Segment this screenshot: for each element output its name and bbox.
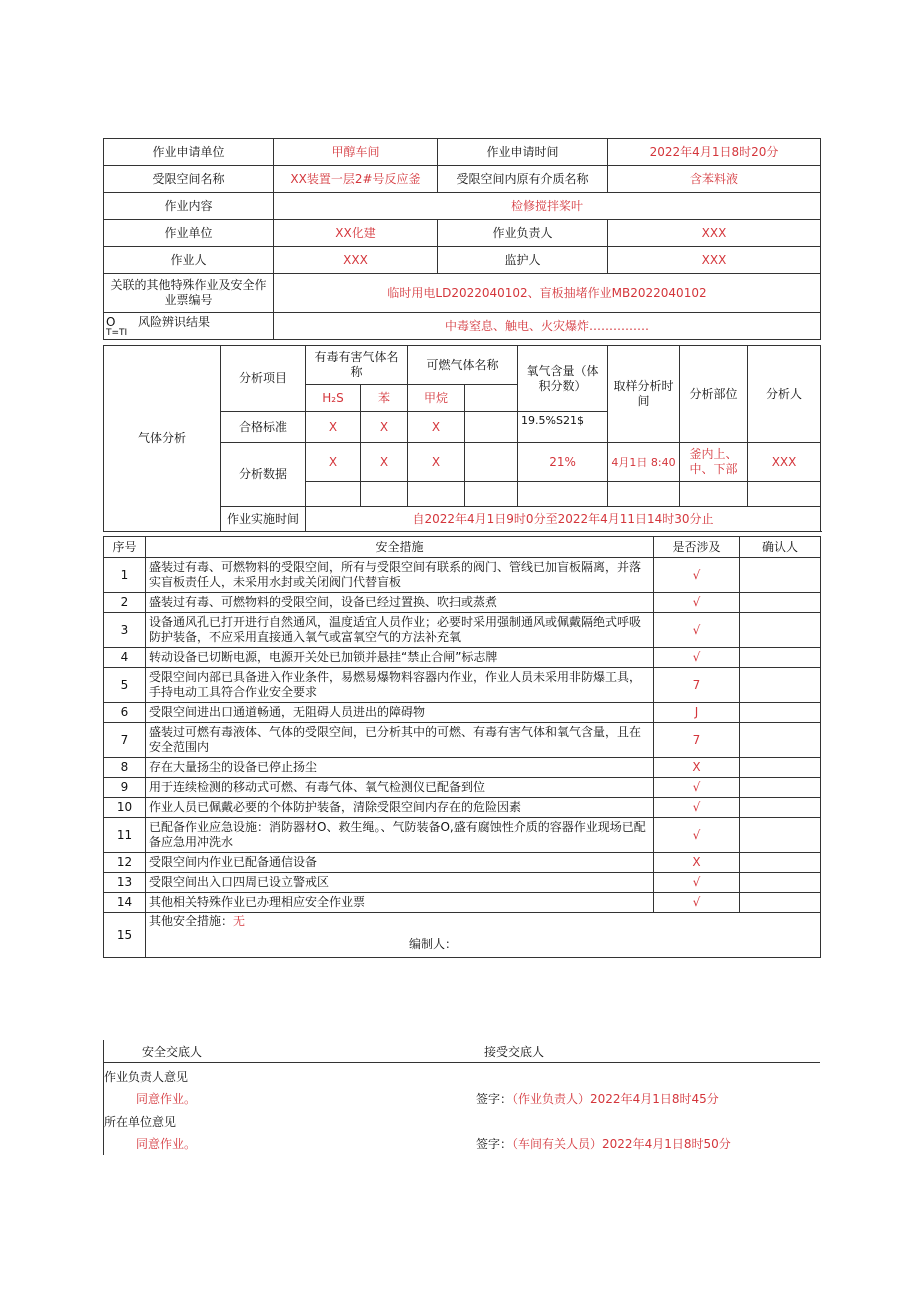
- handover-section: [103, 1040, 821, 1155]
- measure-row: [104, 668, 821, 703]
- analyst-label: 分析人: [748, 346, 821, 443]
- data-blank-4: [465, 482, 518, 507]
- measure-text: 受限空间出入口四周已设立警戒区: [146, 873, 654, 893]
- measure-confirm: [740, 798, 821, 818]
- content-value: 检修搅拌桨叶: [274, 193, 821, 220]
- gas-table: [103, 345, 821, 532]
- apply-unit-label: 作业申请单位: [104, 139, 274, 166]
- measure-confirm: [740, 873, 821, 893]
- data-blank-8: [748, 482, 821, 507]
- measure-no: 3: [104, 613, 146, 648]
- measure-confirm: [740, 893, 821, 913]
- apply-time-value: 2022年4月1日8时20分: [608, 139, 821, 166]
- data-empty: [465, 443, 518, 482]
- measure-row: [104, 758, 821, 778]
- measure-row: [104, 873, 821, 893]
- measure-involved: 7: [654, 668, 740, 703]
- leader-signer: （作业负责人）: [512, 1092, 591, 1106]
- unit-opinion-title: 所在单位意见: [104, 1115, 177, 1129]
- leader-sign-label: 签字：: [476, 1092, 513, 1106]
- measure-involved: √: [654, 558, 740, 593]
- measure-text: 作业人员已佩戴必要的个体防护装备，清除受限空间内存在的危险因素: [146, 798, 654, 818]
- col-no: 序号: [104, 537, 146, 558]
- standard-empty: [465, 412, 518, 443]
- measure-involved: √: [654, 893, 740, 913]
- measure-no: 11: [104, 818, 146, 853]
- medium-value: 含苯料液: [608, 166, 821, 193]
- data-benzene: X: [361, 443, 408, 482]
- measure-no: 2: [104, 593, 146, 613]
- guardian-label: 监护人: [438, 247, 608, 274]
- measure-no: 8: [104, 758, 146, 778]
- gas-name-h2s: H₂S: [306, 385, 361, 412]
- risk-value: 中毒窒息、触电、火灾爆炸……………: [274, 313, 821, 340]
- gas-name-methane: 甲烷: [408, 385, 465, 412]
- gas-name-empty: [465, 385, 518, 412]
- measures-table: [103, 536, 821, 958]
- measure-text: 受限空间内部已具备进入作业条件，易燃易爆物料容器内作业，作业人员未采用非防爆工具，手持电动工具符合作业安全要求: [146, 668, 654, 703]
- measure-confirm: [740, 558, 821, 593]
- measure-no: 12: [104, 853, 146, 873]
- measure-no: 4: [104, 648, 146, 668]
- period-value: 自2022年4月1日9时0分至2022年4月11日14时30分止: [306, 507, 821, 532]
- risk-prefix: O: [106, 315, 116, 329]
- measure-involved: √: [654, 593, 740, 613]
- measure-no: 13: [104, 873, 146, 893]
- sample-time-label: 取样分析时间: [608, 346, 680, 443]
- oxygen-data: 21%: [518, 443, 608, 482]
- work-unit-value: XX化建: [274, 220, 438, 247]
- measure-row: [104, 593, 821, 613]
- measure-involved: X: [654, 853, 740, 873]
- measure-confirm: [740, 758, 821, 778]
- measure-text: 受限空间内作业已配备通信设备: [146, 853, 654, 873]
- sample-time-value: 4月1日 8:40: [608, 443, 680, 482]
- measure-confirm: [740, 853, 821, 873]
- medium-label: 受限空间内原有介质名称: [438, 166, 608, 193]
- unit-sign-label: 签字：: [476, 1137, 513, 1151]
- data-blank-6: [608, 482, 680, 507]
- measure-confirm: [740, 723, 821, 758]
- author-label: 编制人：: [409, 937, 458, 951]
- leader-opinion-title: 作业负责人意见: [104, 1070, 189, 1084]
- standard-methane: X: [408, 412, 465, 443]
- data-h2s: X: [306, 443, 361, 482]
- col-measure: 安全措施: [146, 537, 654, 558]
- content-label: 作业内容: [104, 193, 274, 220]
- measure-no: 6: [104, 703, 146, 723]
- space-name-label: 受限空间名称: [104, 166, 274, 193]
- related-label: 关联的其他特殊作业及安全作业票编号: [104, 274, 274, 313]
- data-methane: X: [408, 443, 465, 482]
- unit-sign: [476, 1135, 731, 1152]
- measure-row: [104, 558, 821, 593]
- work-leader-label: 作业负责人: [438, 220, 608, 247]
- guardian-value: XXX: [608, 247, 821, 274]
- risk-sub: T=TI: [106, 328, 128, 338]
- unit-sign-date: 2022年4月1日8时50分: [602, 1137, 731, 1151]
- standard-h2s: X: [306, 412, 361, 443]
- measure-no: 7: [104, 723, 146, 758]
- measure-text: 用于连续检测的移动式可燃、有毒气体、氧气检测仪已配备到位: [146, 778, 654, 798]
- measure-involved: √: [654, 778, 740, 798]
- risk-label-cell: [104, 313, 274, 340]
- measure-involved: √: [654, 648, 740, 668]
- other-no: 15: [104, 913, 146, 958]
- other-label: 其他安全措施：: [149, 914, 234, 928]
- measure-confirm: [740, 778, 821, 798]
- measure-row: [104, 853, 821, 873]
- worker-label: 作业人: [104, 247, 274, 274]
- handover-right: 接受交底人: [484, 1045, 545, 1059]
- unit-signer: （车间有关人员）: [512, 1137, 603, 1151]
- col-confirm: 确认人: [740, 537, 821, 558]
- other-measures-cell: [146, 913, 821, 958]
- measure-involved: X: [654, 758, 740, 778]
- data-blank-1: [306, 482, 361, 507]
- other-value: 无: [233, 914, 246, 928]
- data-label: 分析数据: [221, 443, 306, 507]
- data-blank-7: [680, 482, 748, 507]
- handover-divider: [103, 1062, 820, 1063]
- oxygen-standard: 19.5%S21$: [518, 412, 608, 443]
- handover-left: 安全交底人: [142, 1045, 203, 1059]
- apply-time-label: 作业申请时间: [438, 139, 608, 166]
- period-label: 作业实施时间: [221, 507, 306, 532]
- measure-involved: √: [654, 873, 740, 893]
- measure-text: 设备通风孔已打开进行自然通风，温度适宜人员作业；必要时采用强制通风或佩戴隔绝式呼吸防护装备，不应采用直接通入氧气或富氧空气的方法补充氧: [146, 613, 654, 648]
- measure-text: 盛装过有毒、可燃物料的受限空间，所有与受限空间有联系的阀门、管线已加盲板隔离，并落实盲板责任人，未采用水封或关闭阀门代替盲板: [146, 558, 654, 593]
- analysis-part-label: 分析部位: [680, 346, 748, 443]
- measure-no: 14: [104, 893, 146, 913]
- standard-benzene: X: [361, 412, 408, 443]
- measure-involved: √: [654, 818, 740, 853]
- header-table: [103, 138, 821, 340]
- measure-text: 其他相关特殊作业已办理相应安全作业票: [146, 893, 654, 913]
- work-leader-value: XXX: [608, 220, 821, 247]
- gas-item-label: 分析项目: [221, 346, 306, 412]
- space-name-value: XX装置一层2#号反应釜: [274, 166, 438, 193]
- measure-text: 已配备作业应急设施：消防器材O、救生绳。、气防装备O,盛有腐蚀性介质的容器作业现场已配备应急用冲洗水: [146, 818, 654, 853]
- worker-value: XXX: [274, 247, 438, 274]
- gas-name-benzene: 苯: [361, 385, 408, 412]
- measure-row: [104, 703, 821, 723]
- apply-unit-value: 甲醇车间: [274, 139, 438, 166]
- gas-title: 气体分析: [104, 346, 221, 532]
- measure-no: 9: [104, 778, 146, 798]
- unit-opinion-text: 同意作业。: [136, 1137, 197, 1151]
- analysis-part-value: 釜内上、中、下部: [680, 443, 748, 482]
- measure-confirm: [740, 818, 821, 853]
- data-blank-2: [361, 482, 408, 507]
- measure-text: 盛装过有毒、可燃物料的受限空间，设备已经过置换、吹扫或蒸煮: [146, 593, 654, 613]
- measure-row: [104, 818, 821, 853]
- measure-no: 5: [104, 668, 146, 703]
- measure-confirm: [740, 593, 821, 613]
- work-unit-label: 作业单位: [104, 220, 274, 247]
- measure-involved: √: [654, 798, 740, 818]
- analyst-value: XXX: [748, 443, 821, 482]
- flammable-label: 可燃气体名称: [408, 346, 518, 385]
- measure-row: [104, 778, 821, 798]
- measure-no: 1: [104, 558, 146, 593]
- leader-sign-date: 2022年4月1日8时45分: [590, 1092, 719, 1106]
- measure-row: [104, 648, 821, 668]
- measure-involved: J: [654, 703, 740, 723]
- oxygen-label: 氧气含量（体积分数）: [518, 346, 608, 412]
- measure-confirm: [740, 613, 821, 648]
- toxic-label: 有毒有害气体名称: [306, 346, 408, 385]
- data-blank-5: [518, 482, 608, 507]
- data-blank-3: [408, 482, 465, 507]
- measure-text: 存在大量扬尘的设备已停止扬尘: [146, 758, 654, 778]
- leader-opinion-text: 同意作业。: [136, 1092, 197, 1106]
- measure-row: [104, 613, 821, 648]
- measure-confirm: [740, 668, 821, 703]
- col-involved: 是否涉及: [654, 537, 740, 558]
- measure-text: 盛装过可燃有毒液体、气体的受限空间，已分析其中的可燃、有毒有害气体和氧气含量，且在安全范围内: [146, 723, 654, 758]
- measure-text: 受限空间进出口通道畅通，无阻碍人员进出的障碍物: [146, 703, 654, 723]
- standard-label: 合格标准: [221, 412, 306, 443]
- measure-row: [104, 798, 821, 818]
- leader-sign: [476, 1090, 719, 1107]
- measure-involved: √: [654, 613, 740, 648]
- measure-involved: 7: [654, 723, 740, 758]
- measure-text: 转动设备已切断电源，电源开关处已加锁并悬挂“禁止合闸”标志牌: [146, 648, 654, 668]
- risk-label: 风险辨识结果: [138, 315, 211, 329]
- measure-row: [104, 723, 821, 758]
- related-value: 临时用电LD2022040102、盲板抽堵作业MB2022040102: [274, 274, 821, 313]
- measure-row: [104, 893, 821, 913]
- measure-confirm: [740, 703, 821, 723]
- measure-confirm: [740, 648, 821, 668]
- measure-no: 10: [104, 798, 146, 818]
